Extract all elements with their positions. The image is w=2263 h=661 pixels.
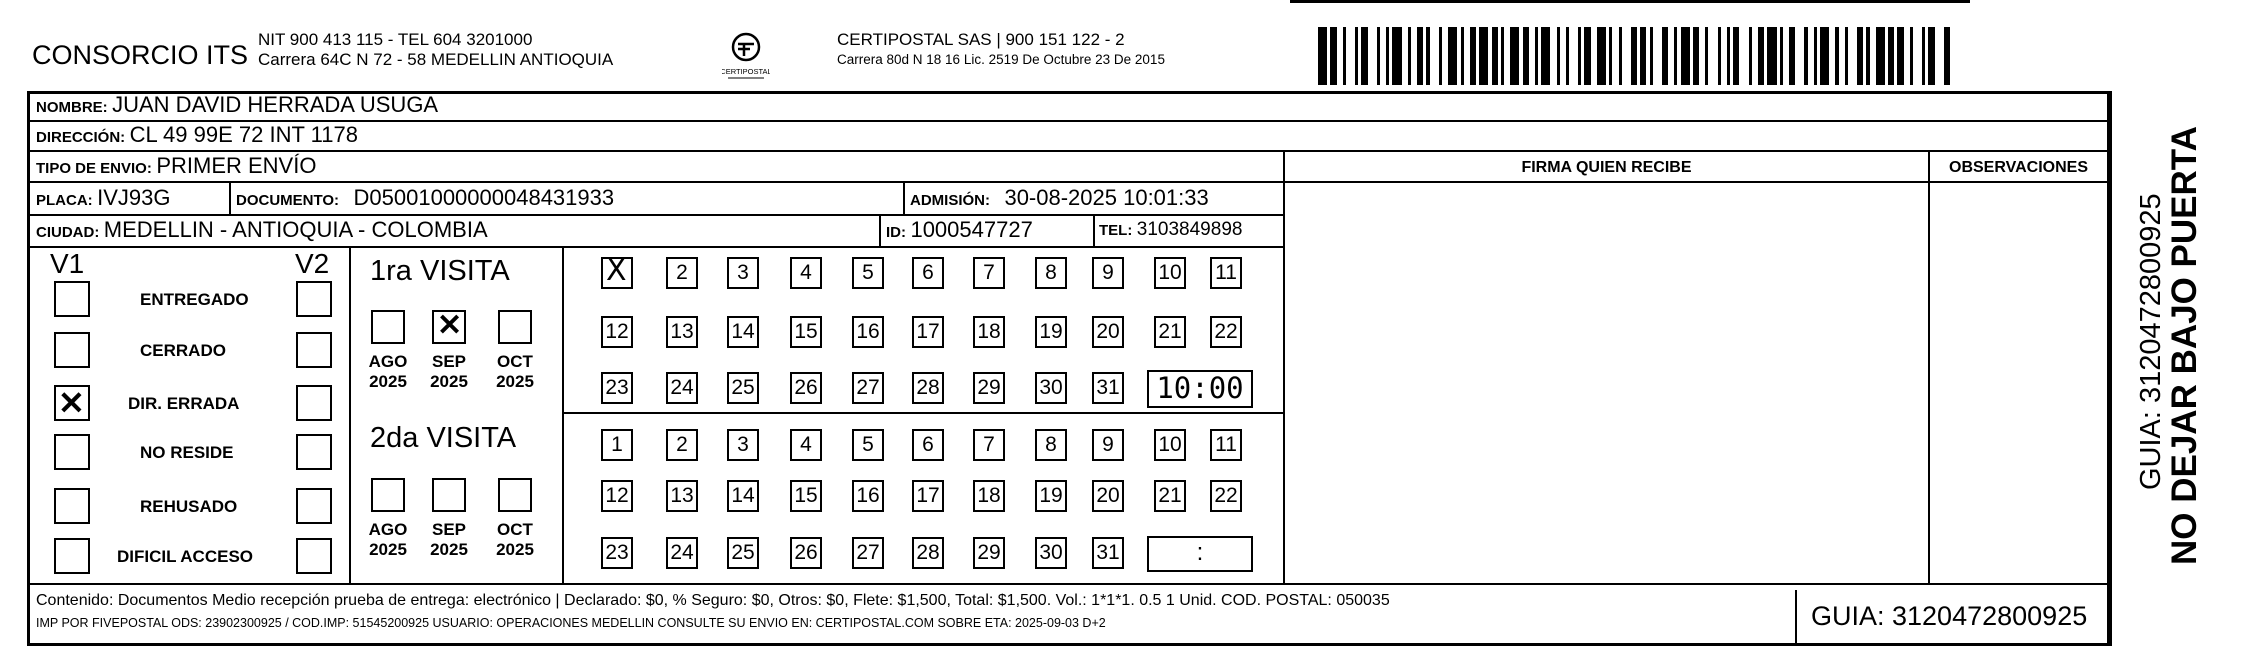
day-box[interactable]: 15 [790,480,822,512]
month-checkbox[interactable] [371,310,405,344]
month-year: 2025 [430,540,468,559]
status-label: REHUSADO [140,497,238,516]
day-box[interactable]: 14 [727,316,759,348]
placa-row [36,185,171,211]
day-box[interactable]: 7 [973,429,1005,461]
day-box[interactable]: 11 [1210,429,1242,461]
month-checkbox[interactable] [432,478,466,512]
ciudad-label: CIUDAD: [36,224,100,241]
day-box[interactable]: 18 [973,480,1005,512]
month-name: SEP [431,520,467,539]
ciudad-value: MEDELLIN - ANTIOQUIA - COLOMBIA [103,217,488,242]
firma-header: FIRMA QUIEN RECIBE [1521,159,1692,176]
day-box[interactable]: 19 [1035,480,1067,512]
month-year: 2025 [369,372,407,391]
day-box[interactable]: 17 [912,316,944,348]
tipo-value: PRIMER ENVÍO [156,153,317,178]
day-box[interactable]: 2 [666,429,698,461]
visit1-title: 1ra VISITA [370,255,510,287]
day-box[interactable]: 29 [973,372,1005,404]
status-v1-checkbox[interactable] [54,488,90,524]
month-checkbox[interactable] [498,478,532,512]
day-box[interactable]: 30 [1035,537,1067,569]
day-box[interactable]: 1 [601,429,633,461]
day-box[interactable]: 22 [1210,480,1242,512]
direccion-value: CL 49 99E 72 INT 1178 [129,122,358,147]
status-label: DIR. ERRADA [128,394,240,413]
certipostal-logo-icon [722,30,770,82]
day-box[interactable]: 16 [852,480,884,512]
check-x-mark: ✕ [437,309,463,342]
tel-label: TEL: [1099,222,1133,239]
day-box[interactable]: 22 [1210,316,1242,348]
month-year: 2025 [369,540,407,559]
month-year: 2025 [496,372,534,391]
top-edge-line [1290,0,1970,3]
check-x-mark: ✕ [58,385,85,421]
admision-label: ADMISIÓN: [910,192,990,209]
day-box[interactable]: 12 [601,316,633,348]
status-label: ENTREGADO [140,290,249,309]
company-address: Carrera 64C N 72 - 58 MEDELLIN ANTIOQUIA [258,50,614,69]
month-year: 2025 [430,372,468,391]
day-box[interactable]: 28 [912,537,944,569]
visit2-time[interactable]: : [1147,536,1253,572]
id-row [886,217,1033,243]
day-box[interactable]: 31 [1092,537,1124,569]
month-checkbox[interactable] [371,478,405,512]
day-box[interactable]: 14 [727,480,759,512]
placa-label: PLACA: [36,192,93,209]
month-label [426,520,472,560]
day-box[interactable]: 25 [727,537,759,569]
day-box[interactable]: 6 [912,429,944,461]
month-checkbox[interactable] [432,310,466,344]
documento-label: DOCUMENTO: [236,192,340,209]
day-box[interactable]: 15 [790,316,822,348]
side-guia: GUIA: 3120472800925 [2135,193,2167,490]
direccion-row [36,122,358,148]
barcode [1318,27,1954,85]
day-box[interactable]: 2 [666,257,698,289]
day-box[interactable]: 20 [1092,480,1124,512]
day-box[interactable]: 3 [727,257,759,289]
day-box[interactable]: 26 [790,372,822,404]
nombre-value: JUAN DAVID HERRADA USUGA [112,92,439,117]
v2-label: V2 [295,248,330,279]
day-box[interactable]: 7 [973,257,1005,289]
status-v1-checkbox[interactable] [54,385,90,421]
day-box[interactable]: 8 [1035,429,1067,461]
v1-label: V1 [50,248,85,279]
month-label [365,520,411,560]
day-box[interactable]: 30 [1035,372,1067,404]
documento-row [236,185,614,211]
company-nit: NIT 900 413 115 - TEL 604 3201000 [258,30,533,49]
day-box[interactable]: 12 [601,480,633,512]
day-box[interactable]: 17 [912,480,944,512]
day-box[interactable]: 3 [727,429,759,461]
month-label [492,352,538,392]
nombre-label: NOMBRE: [36,99,108,116]
status-v2-checkbox[interactable] [296,385,332,421]
month-name: AGO [368,352,408,371]
status-v2-checkbox[interactable] [296,332,332,368]
day-box[interactable]: 31 [1092,372,1124,404]
month-checkbox[interactable] [498,310,532,344]
day-box[interactable]: 10 [1154,257,1186,289]
day-box[interactable]: 26 [790,537,822,569]
day-box[interactable]: 23 [601,537,633,569]
month-label [492,520,538,560]
day-box[interactable]: 27 [852,372,884,404]
day-box[interactable]: 13 [666,316,698,348]
direccion-label: DIRECCIÓN: [36,129,126,146]
day-box[interactable]: 20 [1092,316,1124,348]
day-box[interactable]: 9 [1092,257,1124,289]
day-box[interactable]: 19 [1035,316,1067,348]
status-label: NO RESIDE [140,443,234,462]
day-box[interactable]: 6 [912,257,944,289]
month-name: OCT [497,520,533,539]
day-box[interactable]: 29 [973,537,1005,569]
observaciones-header: OBSERVACIONES [1949,159,2088,176]
day-box[interactable]: 16 [852,316,884,348]
status-v1-checkbox[interactable] [54,538,90,574]
day-box[interactable]: 13 [666,480,698,512]
certipostal-license: Carrera 80d N 18 16 Lic. 2519 De Octubre 23 De 2015 [837,52,1165,67]
day-box[interactable]: 25 [727,372,759,404]
documento-value: D05001000000048431933 [353,185,615,210]
day-box[interactable]: 9 [1092,429,1124,461]
status-v2-checkbox[interactable] [296,538,332,574]
day-box[interactable]: 24 [666,372,698,404]
company-info [258,30,613,70]
status-v1-checkbox[interactable] [54,332,90,368]
side-warning: NO DEJAR BAJO PUERTA [2165,126,2204,565]
tel-row [1099,219,1242,241]
guia-number: GUIA: 3120472800925 [1795,590,2109,643]
day-box[interactable]: 10 [1154,429,1186,461]
day-box[interactable]: 23 [601,372,633,404]
status-v1-checkbox[interactable] [54,281,90,317]
tipo-row [36,153,316,179]
placa-value: IVJ93G [97,185,171,210]
tipo-label: TIPO DE ENVIO: [36,160,152,177]
day-box[interactable] [601,253,633,289]
id-value: 1000547727 [910,217,1033,242]
status-v2-checkbox[interactable] [296,434,332,470]
day-box[interactable]: 5 [852,257,884,289]
day-box[interactable]: 4 [790,257,822,289]
status-v1-checkbox[interactable] [54,434,90,470]
month-year: 2025 [496,540,534,559]
day-box[interactable]: 21 [1154,316,1186,348]
certipostal-nit: CERTIPOSTAL SAS | 900 151 122 - 2 [837,30,1125,49]
month-label [426,352,472,392]
admision-value: 30-08-2025 10:01:33 [1004,185,1209,210]
status-label: CERRADO [140,341,226,360]
tel-value: 3103849898 [1136,219,1243,240]
day-box[interactable]: 5 [852,429,884,461]
month-label [365,352,411,392]
day-box[interactable]: 4 [790,429,822,461]
contents-line: Contenido: Documentos Medio recepción prueba de entrega: electrónico | Declarado: $0, % Seguro: $0, Otros: $0, Flete: $1,500, Total: $1,500. Vol.: 1*1*1. 0.5 1 Unid. COD. POSTAL: 050035 [36,592,1390,609]
status-label: DIFICIL ACCESO [117,547,254,566]
day-box[interactable]: 11 [1210,257,1242,289]
certipostal-info [837,30,1165,70]
month-name: AGO [368,520,408,539]
print-info-line: IMP POR FIVEPOSTAL ODS: 23902300925 / COD.IMP: 51545200925 USUARIO: OPERACIONES MEDELLIN CONSULTE SU ENVIO EN: CERTIPOSTAL.COM SOBRE ETA: 2025-09-03 D+2 [36,616,1106,630]
nombre-row [36,92,438,118]
day-box[interactable]: 8 [1035,257,1067,289]
day-box[interactable]: 27 [852,537,884,569]
day-box[interactable]: 28 [912,372,944,404]
id-label: ID: [886,224,906,241]
month-name: OCT [497,352,533,371]
status-v2-checkbox[interactable] [296,281,332,317]
visit1-time[interactable]: 10:00 [1147,370,1253,408]
ciudad-row [36,217,488,243]
day-box[interactable]: 18 [973,316,1005,348]
day-box[interactable]: 24 [666,537,698,569]
admision-row [910,185,1209,211]
logo-text: CERTIPOSTAL [722,67,770,76]
company-name: CONSORCIO ITS [32,40,249,70]
day-box[interactable]: 21 [1154,480,1186,512]
visit2-title: 2da VISITA [370,422,517,454]
status-v2-checkbox[interactable] [296,488,332,524]
check-x-mark: X [606,253,627,288]
month-name: SEP [431,352,467,371]
